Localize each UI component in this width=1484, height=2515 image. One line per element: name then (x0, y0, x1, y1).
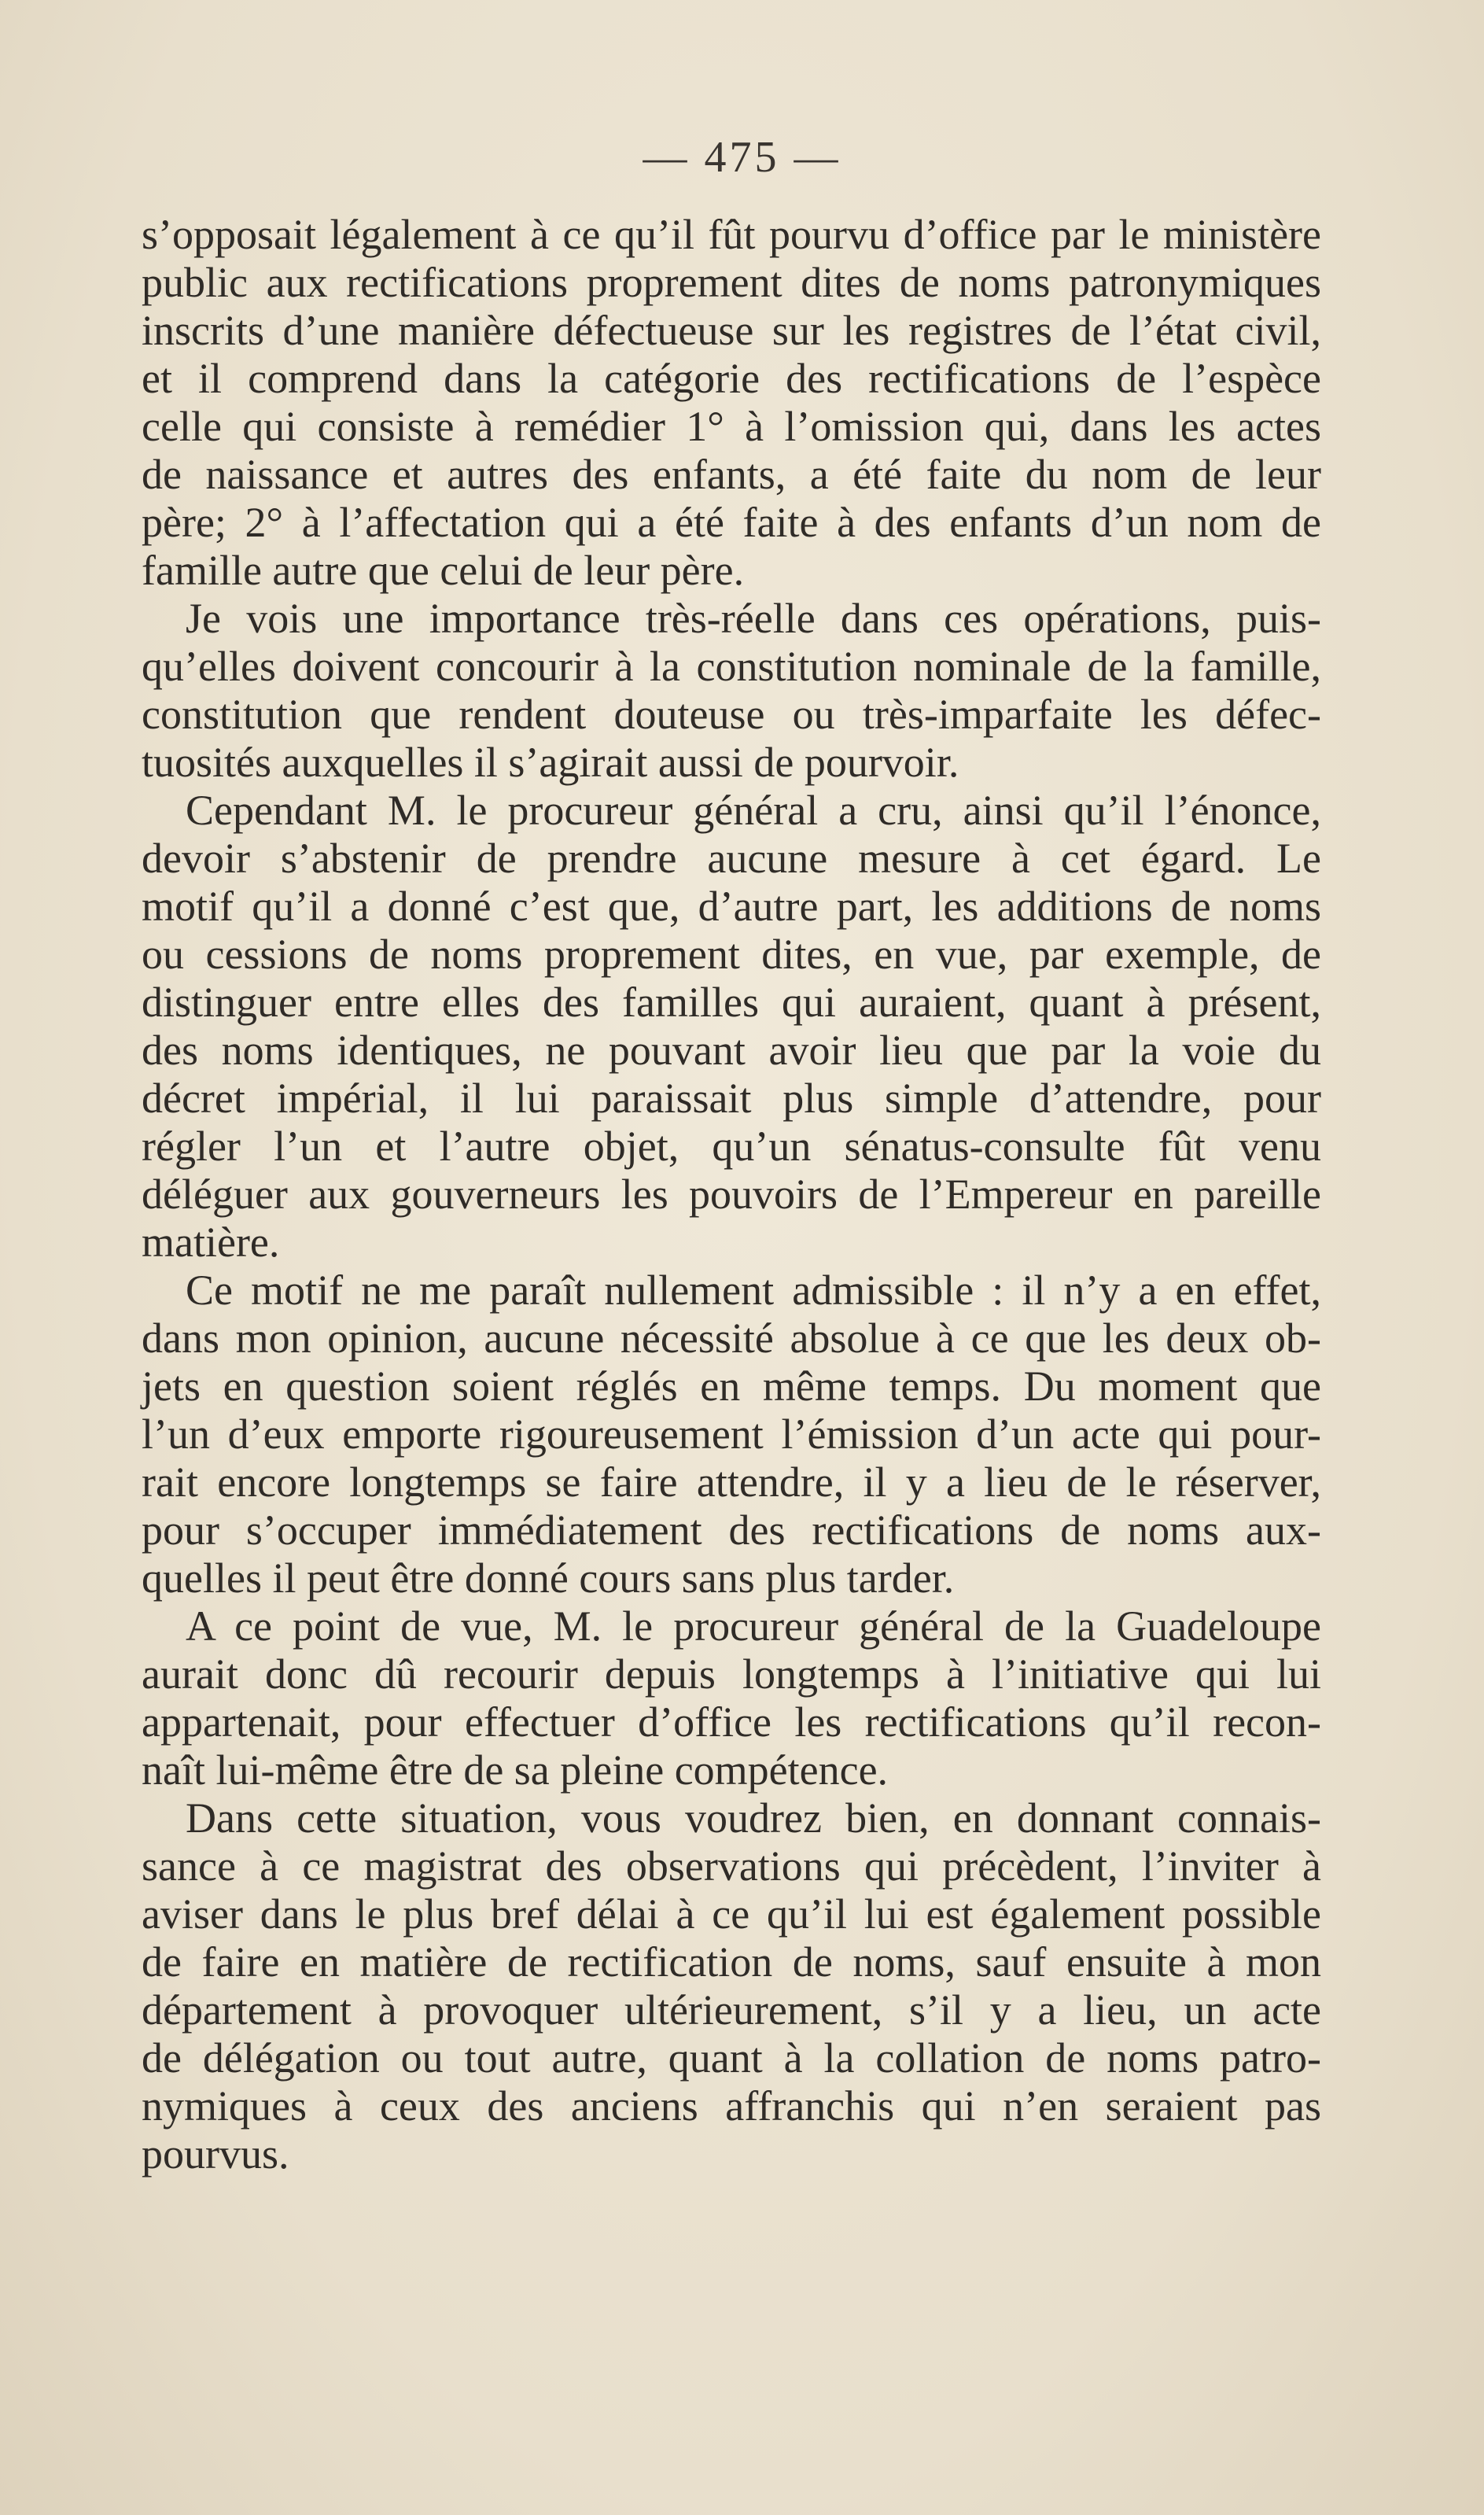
text-line: celle qui consiste à remédier 1° à l’omission qui, dans les actes (142, 403, 1321, 450)
paragraph (142, 595, 1321, 787)
text-line: déléguer aux gouverneurs les pouvoirs de l’Empereur en pareille (142, 1171, 1321, 1218)
text-line: sance à ce magistrat des observations qui précèdent, l’inviter à (142, 1842, 1321, 1890)
paragraph (142, 211, 1321, 595)
text-line: devoir s’abstenir de prendre aucune mesure à cet égard. Le (142, 835, 1321, 882)
text-line: dans mon opinion, aucune nécessité absolue à ce que les deux ob- (142, 1315, 1321, 1362)
paragraph (142, 1794, 1321, 2178)
text-line: décret impérial, il lui paraissait plus simple d’attendre, pour (142, 1075, 1321, 1122)
text-line: Cependant M. le procureur général a cru, ainsi qu’il l’énonce, (186, 787, 1321, 834)
text-line: s’opposait légalement à ce qu’il fût pourvu d’office par le ministère (142, 211, 1321, 258)
text-line: département à provoquer ultérieurement, s’il y a lieu, un acte (142, 1986, 1321, 2034)
page-number: — 475 — (643, 133, 841, 182)
text-line: distinguer entre elles des familles qui auraient, quant à présent, (142, 979, 1321, 1026)
paragraph (142, 787, 1321, 1267)
text-line: de naissance et autres des enfants, a été faite du nom de leur (142, 451, 1321, 498)
text-line: naît lui-même être de sa pleine compétence. (142, 1746, 889, 1794)
text-line: constitution que rendent douteuse ou très-imparfaite les défec- (142, 691, 1321, 738)
text-line: matière. (142, 1219, 280, 1266)
text-line: quelles il peut être donné cours sans plus tarder. (142, 1554, 955, 1602)
text-line: qu’elles doivent concourir à la constitution nominale de la famille, (142, 643, 1321, 690)
text-line: Dans cette situation, vous voudrez bien, en donnant connais- (186, 1794, 1321, 1842)
text-line: inscrits d’une manière défectueuse sur les registres de l’état civil, (142, 307, 1321, 354)
text-line: de délégation ou tout autre, quant à la collation de noms patro- (142, 2034, 1321, 2082)
text-line: rait encore longtemps se faire attendre, il y a lieu de le réserver, (142, 1458, 1321, 1506)
text-line: aurait donc dû recourir depuis longtemps à l’initiative qui lui (142, 1650, 1321, 1698)
text-line: appartenait, pour effectuer d’office les rectifications qu’il recon- (142, 1698, 1321, 1746)
text-line: ou cessions de noms proprement dites, en vue, par exemple, de (142, 931, 1321, 978)
text-line: nymiques à ceux des anciens affranchis qui n’en seraient pas (142, 2082, 1321, 2130)
body-text (142, 211, 1321, 2178)
text-line: l’un d’eux emporte rigoureusement l’émission d’un acte qui pour- (142, 1411, 1321, 1458)
text-line: et il comprend dans la catégorie des rectifications de l’espèce (142, 355, 1321, 402)
text-line: jets en question soient réglés en même temps. Du moment que (142, 1363, 1321, 1410)
text-line: des noms identiques, ne pouvant avoir lieu que par la voie du (142, 1027, 1321, 1074)
text-line: Je vois une importance très-réelle dans ces opérations, puis- (186, 595, 1321, 642)
text-line: régler l’un et l’autre objet, qu’un sénatus-consulte fût venu (142, 1123, 1321, 1170)
text-line: motif qu’il a donné c’est que, d’autre part, les additions de noms (142, 883, 1321, 930)
text-line: pourvus. (142, 2130, 289, 2178)
text-line: public aux rectifications proprement dites de noms patronymiques (142, 259, 1321, 306)
text-line: pour s’occuper immédiatement des rectifications de noms aux- (142, 1506, 1321, 1554)
text-line: famille autre que celui de leur père. (142, 547, 745, 594)
text-line: père; 2° à l’affectation qui a été faite à des enfants d’un nom de (142, 499, 1321, 546)
paragraph (142, 1267, 1321, 1602)
paragraph (142, 1602, 1321, 1794)
text-line: de faire en matière de rectification de noms, sauf ensuite à mon (142, 1938, 1321, 1986)
text-line: tuosités auxquelles il s’agirait aussi de pourvoir. (142, 739, 959, 786)
text-line: Ce motif ne me paraît nullement admissible : il n’y a en effet, (186, 1267, 1321, 1314)
text-line: A ce point de vue, M. le procureur général de la Guadeloupe (186, 1602, 1321, 1650)
text-line: aviser dans le plus bref délai à ce qu’il lui est également possible (142, 1890, 1321, 1938)
